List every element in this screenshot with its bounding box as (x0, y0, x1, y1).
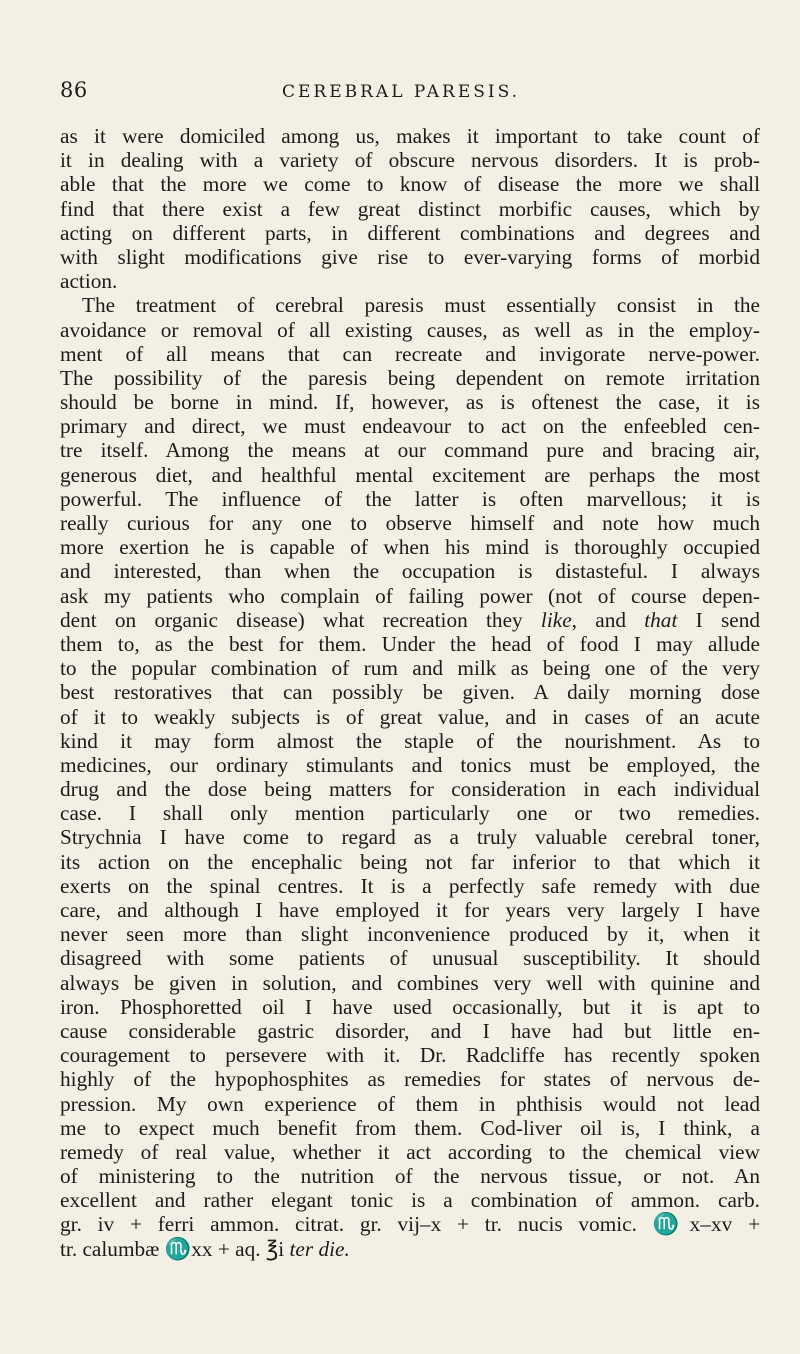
body-text (60, 124, 760, 1261)
text-line: and interested, than when the occupation is distasteful. I always (60, 559, 760, 584)
text-line: able that the more we come to know of disease the more we shall (60, 172, 760, 197)
text-line: best restoratives that can possibly be given. A daily morning dose (60, 680, 760, 705)
text-line: dent on organic disease) what recreation they like, and that I send (60, 607, 760, 632)
text-line: generous diet, and healthful mental excitement are perhaps the most (60, 462, 760, 487)
text-line: highly of the hypophosphites as remedies for states of nervous de- (60, 1067, 760, 1092)
text-line: medicines, our ordinary stimulants and tonics must be employed, the (60, 752, 760, 777)
text-line: pression. My own experience of them in phthisis would not lead (60, 1091, 760, 1116)
text-line: find that there exist a few great distinct morbific causes, which by (60, 196, 760, 221)
page-number: 86 (60, 78, 88, 102)
text-line: acting on different parts, in different combinations and degrees and (60, 220, 760, 245)
text-line: them to, as the best for them. Under the head of food I may allude (60, 631, 760, 656)
text-line: remedy of real value, whether it act according to the chemical view (60, 1139, 760, 1164)
text-line: gr. iv + ferri ammon. citrat. gr. vij–x + tr. nucis vomic. ♏x–xv + (60, 1212, 760, 1237)
text-line: with slight modifications give rise to ever-varying forms of morbid (60, 244, 760, 269)
text-line: always be given in solution, and combines very well with quinine and (60, 970, 760, 995)
text-line: should be borne in mind. If, however, as is oftenest the case, it is (60, 390, 760, 415)
text-line: never seen more than slight inconvenience produced by it, when it (60, 922, 760, 947)
text-line: cause considerable gastric disorder, and I have had but little en- (60, 1018, 760, 1043)
text-line: more exertion he is capable of when his mind is thoroughly occupied (60, 535, 760, 560)
text-line: ask my patients who complain of failing power (not of course depen- (60, 583, 760, 608)
text-line: The treatment of cerebral paresis must essentially consist in the (82, 293, 760, 318)
text-line: exerts on the spinal centres. It is a perfectly safe remedy with due (60, 873, 760, 898)
text-line: as it were domiciled among us, makes it important to take count of (60, 124, 760, 148)
text-line: excellent and rather elegant tonic is a combination of ammon. carb. (60, 1188, 760, 1213)
text-line: care, and although I have employed it for years very largely I have (60, 898, 760, 922)
text-line: primary and direct, we must endeavour to act on the enfeebled cen- (60, 414, 760, 439)
text-line: action. (60, 269, 118, 294)
text-line: to the popular combination of rum and milk as being one of the very (60, 656, 760, 681)
text-line: powerful. The influence of the latter is often marvellous; it is (60, 486, 760, 511)
text-line: avoidance or removal of all existing causes, as well as in the employ- (60, 317, 760, 342)
paragraph (60, 293, 760, 1261)
text-line: of it to weakly subjects is of great value, and in cases of an acute (60, 704, 760, 729)
text-line: drug and the dose being matters for consideration in each individual (60, 777, 760, 802)
text-line: of ministering to the nutrition of the nervous tissue, or not. An (60, 1164, 760, 1189)
text-line: me to expect much benefit from them. Cod-liver oil is, I think, a (60, 1115, 760, 1140)
text-line: case. I shall only mention particularly one or two remedies. (60, 801, 760, 826)
text-line: couragement to persevere with it. Dr. Radcliffe has recently spoken (60, 1043, 760, 1068)
text-line: kind it may form almost the staple of the nourishment. As to (60, 728, 760, 753)
text-line: tre itself. Among the means at our command pure and bracing air, (60, 438, 760, 463)
paragraph (60, 124, 760, 293)
text-line: its action on the encephalic being not far inferior to that which it (60, 849, 760, 874)
running-head: CEREBRAL PARESIS. (282, 82, 521, 102)
text-line: really curious for any one to observe himself and note how much (60, 511, 760, 535)
text-line: Strychnia I have come to regard as a truly valuable cerebral toner, (60, 825, 760, 850)
text-line: The possibility of the paresis being dependent on remote irritation (60, 365, 760, 390)
text-line: tr. calumbæ ♏xx + aq. ℥i ter die. (60, 1236, 350, 1261)
text-line: iron. Phosphoretted oil I have used occasionally, but it is apt to (60, 994, 760, 1019)
text-line: ment of all means that can recreate and invigorate nerve-power. (60, 341, 760, 366)
page-header (60, 78, 760, 108)
text-line: it in dealing with a variety of obscure nervous disorders. It is prob- (60, 148, 760, 173)
text-line: disagreed with some patients of unusual susceptibility. It should (60, 946, 760, 971)
